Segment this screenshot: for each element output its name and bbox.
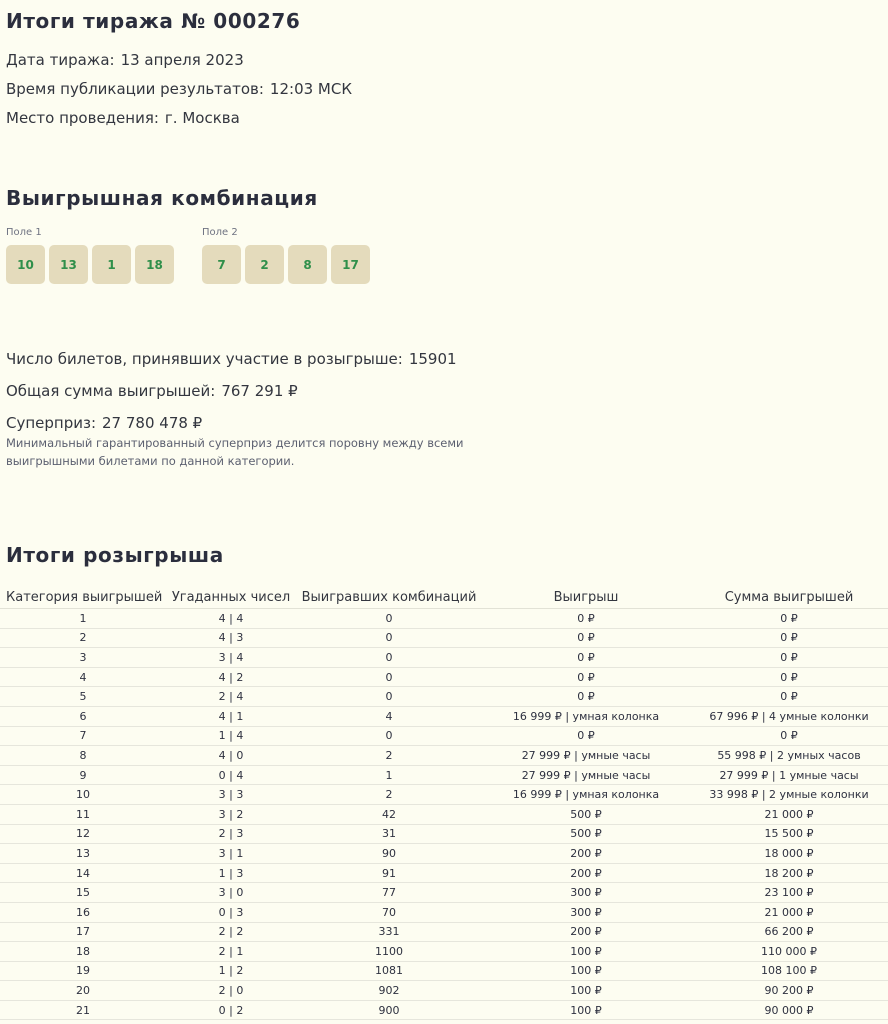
table-row	[0, 746, 888, 766]
publish-time-line	[6, 75, 882, 104]
prize-total-cell: 15 500 ₽	[690, 824, 888, 844]
category-cell: 13	[0, 844, 166, 864]
prize-cell: 100 ₽	[482, 942, 690, 962]
prize-cell: 16 999 ₽ | умная колонка	[482, 785, 690, 805]
category-cell: 3	[0, 648, 166, 668]
matched-cell: 2 | 3	[166, 824, 296, 844]
category-cell: 19	[0, 961, 166, 981]
matched-cell: 1 | 3	[166, 863, 296, 883]
matched-cell: 2 | 2	[166, 922, 296, 942]
publish-time-label: Время публикации результатов:	[6, 80, 264, 98]
matched-cell: 0 | 2	[166, 1000, 296, 1020]
prize-cell: 100 ₽	[482, 981, 690, 1001]
winners-cell: 42	[296, 804, 482, 824]
prize-total-cell: 55 998 ₽ | 2 умных часов	[690, 746, 888, 766]
tickets-value: 15901	[408, 350, 457, 368]
prize-total-cell: 21 000 ₽	[690, 804, 888, 824]
draw-date-line	[6, 46, 882, 75]
draw-stats	[6, 346, 506, 470]
winners-cell: 1100	[296, 942, 482, 962]
prize-cell: 300 ₽	[482, 883, 690, 903]
field-2-label: Поле 2	[202, 227, 238, 238]
category-cell: 21	[0, 1000, 166, 1020]
winning-combination	[6, 227, 398, 284]
prize-cell: 200 ₽	[482, 844, 690, 864]
table-row	[0, 1000, 888, 1020]
prize-total-cell: 90 000 ₽	[690, 1000, 888, 1020]
matched-cell: 4 | 0	[166, 746, 296, 766]
table-row	[0, 687, 888, 707]
prize-total-cell: 90 200 ₽	[690, 981, 888, 1001]
prize-cell: 500 ₽	[482, 824, 690, 844]
prize-total-cell: 18 200 ₽	[690, 863, 888, 883]
prize-cell: 16 999 ₽ | умная колонка	[482, 706, 690, 726]
matched-cell: 4 | 4	[166, 609, 296, 629]
winners-cell: 2	[296, 785, 482, 805]
category-cell: 10	[0, 785, 166, 805]
winners-cell: 4	[296, 706, 482, 726]
number-ball: 10	[6, 245, 45, 284]
location-label: Место проведения:	[6, 109, 159, 127]
matched-cell: 3 | 2	[166, 804, 296, 824]
prize-total-cell: 18 000 ₽	[690, 844, 888, 864]
superprize-label: Суперприз:	[6, 414, 97, 432]
publish-time-value: 12:03 МСК	[269, 80, 352, 98]
table-row	[0, 922, 888, 942]
prize-cell: 0 ₽	[482, 628, 690, 648]
prize-total-cell: 0 ₽	[690, 667, 888, 687]
prize-cell: 0 ₽	[482, 648, 690, 668]
table-row	[0, 628, 888, 648]
prize-total-cell: 66 200 ₽	[690, 922, 888, 942]
winners-cell: 0	[296, 628, 482, 648]
winners-cell: 1	[296, 765, 482, 785]
location-line	[6, 104, 882, 133]
tickets-label: Число билетов, принявших участие в розыгрыше:	[6, 350, 403, 368]
field-1	[6, 227, 174, 284]
matched-cell: 4 | 3	[166, 628, 296, 648]
location-value: г. Москва	[164, 109, 240, 127]
field-1-numbers	[6, 245, 174, 284]
prize-total-cell: 0 ₽	[690, 609, 888, 629]
prize-cell: 100 ₽	[482, 1000, 690, 1020]
winning-combination-title: Выигрышная комбинация	[6, 186, 318, 210]
matched-cell: 4 | 1	[166, 706, 296, 726]
number-ball: 2	[245, 245, 284, 284]
number-ball: 1	[92, 245, 131, 284]
winners-cell: 0	[296, 648, 482, 668]
table-row	[0, 961, 888, 981]
matched-cell: 3 | 0	[166, 883, 296, 903]
category-cell: 14	[0, 863, 166, 883]
winners-cell: 91	[296, 863, 482, 883]
draw-date-label: Дата тиража:	[6, 51, 115, 69]
superprize-value: 27 780 478 ₽	[102, 414, 203, 432]
prize-total-cell: 110 000 ₽	[690, 942, 888, 962]
draw-date-value: 13 апреля 2023	[120, 51, 244, 69]
category-cell: 5	[0, 687, 166, 707]
matched-cell: 3 | 3	[166, 785, 296, 805]
table-row	[0, 765, 888, 785]
prize-total-cell: 0 ₽	[690, 628, 888, 648]
table-row	[0, 844, 888, 864]
winners-cell: 31	[296, 824, 482, 844]
matched-cell: 0 | 3	[166, 902, 296, 922]
prize-cell: 500 ₽	[482, 804, 690, 824]
category-cell: 20	[0, 981, 166, 1001]
winners-cell: 900	[296, 1000, 482, 1020]
category-cell: 16	[0, 902, 166, 922]
table-row	[0, 706, 888, 726]
prize-cell: 0 ₽	[482, 609, 690, 629]
prize-cell: 0 ₽	[482, 687, 690, 707]
field-1-label: Поле 1	[6, 227, 42, 238]
prize-cell: 300 ₽	[482, 902, 690, 922]
total-value: 767 291 ₽	[221, 382, 298, 400]
prize-total-cell: 23 100 ₽	[690, 883, 888, 903]
total-line	[6, 378, 506, 410]
table-row	[0, 981, 888, 1001]
winners-cell: 77	[296, 883, 482, 903]
prize-total-cell: 33 998 ₽ | 2 умные колонки	[690, 785, 888, 805]
prize-total-cell: 0 ₽	[690, 648, 888, 668]
prize-cell: 200 ₽	[482, 922, 690, 942]
table-row	[0, 804, 888, 824]
winners-cell: 0	[296, 687, 482, 707]
table-row	[0, 726, 888, 746]
total-label: Общая сумма выигрышей:	[6, 382, 216, 400]
prize-cell: 27 999 ₽ | умные часы	[482, 746, 690, 766]
matched-cell: 2 | 4	[166, 687, 296, 707]
table-row	[0, 883, 888, 903]
column-header: Категория выигрышей	[0, 587, 166, 609]
column-header: Угаданных чисел	[166, 587, 296, 609]
number-ball: 13	[49, 245, 88, 284]
winners-cell: 90	[296, 844, 482, 864]
matched-cell: 4 | 2	[166, 667, 296, 687]
column-header: Сумма выигрышей	[690, 587, 888, 609]
category-cell: 9	[0, 765, 166, 785]
winners-cell: 2	[296, 746, 482, 766]
category-cell: 12	[0, 824, 166, 844]
winners-cell: 1081	[296, 961, 482, 981]
category-cell: 15	[0, 883, 166, 903]
number-ball: 7	[202, 245, 241, 284]
matched-cell: 1 | 2	[166, 961, 296, 981]
category-cell: 11	[0, 804, 166, 824]
tickets-line	[6, 346, 506, 378]
category-cell: 2	[0, 628, 166, 648]
prize-total-cell: 21 000 ₽	[690, 902, 888, 922]
matched-cell: 1 | 4	[166, 726, 296, 746]
category-cell: 7	[0, 726, 166, 746]
matched-cell: 2 | 1	[166, 942, 296, 962]
winners-cell: 0	[296, 667, 482, 687]
results-table	[0, 587, 888, 1020]
winners-cell: 0	[296, 726, 482, 746]
field-2	[202, 227, 370, 284]
winners-cell: 331	[296, 922, 482, 942]
field-2-numbers	[202, 245, 370, 284]
prize-cell: 100 ₽	[482, 961, 690, 981]
number-ball: 8	[288, 245, 327, 284]
category-cell: 1	[0, 609, 166, 629]
table-row	[0, 648, 888, 668]
number-ball: 17	[331, 245, 370, 284]
table-row	[0, 824, 888, 844]
page-title: Итоги тиража № 000276	[6, 9, 301, 33]
prize-cell: 200 ₽	[482, 863, 690, 883]
matched-cell: 2 | 0	[166, 981, 296, 1001]
results-title: Итоги розыгрыша	[6, 543, 224, 567]
results-header-row	[0, 587, 888, 609]
prize-total-cell: 0 ₽	[690, 687, 888, 707]
column-header: Выигравших комбинаций	[296, 587, 482, 609]
prize-cell: 27 999 ₽ | умные часы	[482, 765, 690, 785]
matched-cell: 3 | 1	[166, 844, 296, 864]
column-header: Выигрыш	[482, 587, 690, 609]
winners-cell: 0	[296, 609, 482, 629]
winners-cell: 70	[296, 902, 482, 922]
matched-cell: 0 | 4	[166, 765, 296, 785]
prize-total-cell: 108 100 ₽	[690, 961, 888, 981]
table-row	[0, 785, 888, 805]
number-ball: 18	[135, 245, 174, 284]
superprize-note: Минимальный гарантированный суперприз делится поровну между всеми выигрышными билетами по данной категории.	[6, 436, 464, 468]
prize-cell: 0 ₽	[482, 726, 690, 746]
table-row	[0, 902, 888, 922]
winners-cell: 902	[296, 981, 482, 1001]
category-cell: 17	[0, 922, 166, 942]
table-row	[0, 667, 888, 687]
prize-total-cell: 0 ₽	[690, 726, 888, 746]
category-cell: 8	[0, 746, 166, 766]
category-cell: 18	[0, 942, 166, 962]
matched-cell: 3 | 4	[166, 648, 296, 668]
prize-total-cell: 27 999 ₽ | 1 умные часы	[690, 765, 888, 785]
prize-cell: 0 ₽	[482, 667, 690, 687]
category-cell: 4	[0, 667, 166, 687]
table-row	[0, 609, 888, 629]
category-cell: 6	[0, 706, 166, 726]
table-row	[0, 863, 888, 883]
prize-total-cell: 67 996 ₽ | 4 умные колонки	[690, 706, 888, 726]
table-row	[0, 942, 888, 962]
